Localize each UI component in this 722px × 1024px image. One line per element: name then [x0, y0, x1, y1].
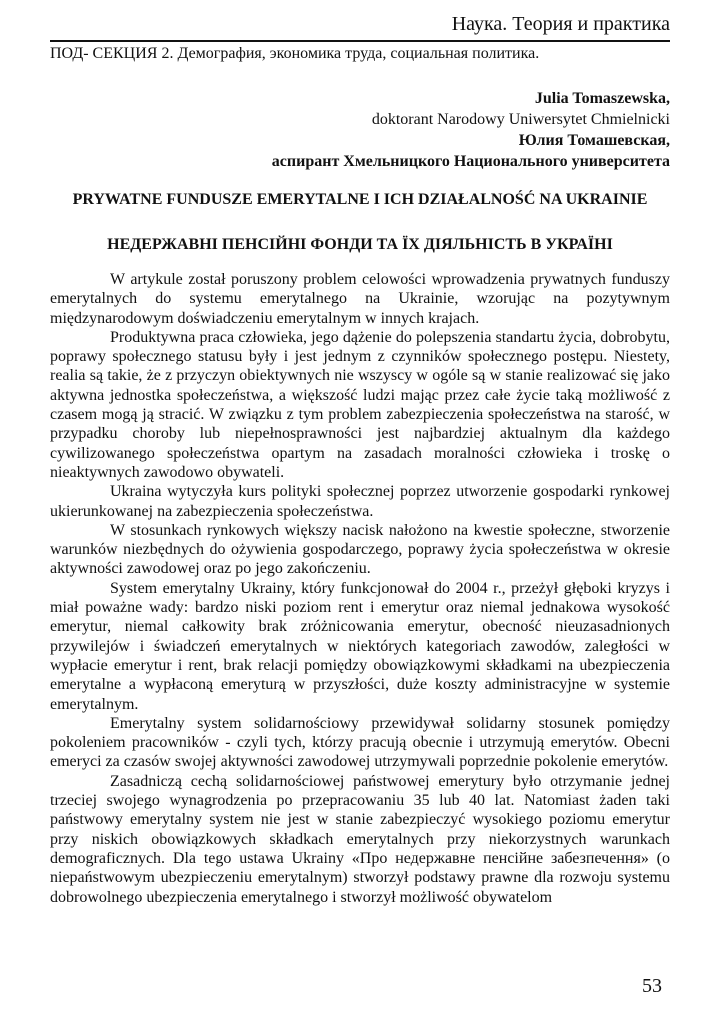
body-paragraph: Zasadniczą cechą solidarnościowej państwowej emerytury było otrzymanie jednej trzeciej swojego wynagrodzenia po przepracowaniu 35 lub 40 lat. Natomiast żaden taki państwowy emerytalny system nie jest w stanie zabezpieczyć wysokiego poziomu emerytur przy niskich obowiązkowych składkach emerytalnych przy niekorzystnych warunkach demograficznych. Dla tego ustawa Ukrainy «Про недержавне пенсійне забезпечення» (o niepaństwowym ubezpieczeniu emerytalnym) stworzył podstawy prawne dla rozwoju systemu dobrowolnego ubezpieczenia emerytalnego i stworzył możliwość obywatelom — [50, 772, 670, 906]
body-paragraph: W artykule został poruszony problem celowości wprowadzenia prywatnych funduszy emerytalnych do systemu emerytalnego na Ukrainie, wzorując na pozytywnym międzynarodowym doświadczeniu emerytalnym w innych krajach. — [50, 271, 670, 327]
author-affiliation-polish: doktorant Narodowy Uniwersytet Chmielnicki — [371, 111, 670, 128]
body-paragraph: W stosunkach rynkowych większy nacisk nałożono na kwestie społeczne, stworzenie warunków niezbędnych do ożywienia gospodarczego, poprawy życia społeczeństwa w okresie aktywności zawodowej oraz po jego zakończeniu. — [50, 521, 670, 578]
body-paragraph: System emerytalny Ukrainy, który funkcjonował do 2004 r., przeżył głęboki kryzys i miał poważne wady: bardzo niski poziom rent i emerytur oraz niemal jednakowa wysokość emerytur, niemal całkowity brak zróżnicowania emerytur, obecność nieuzasadnionych przywilejów i świadczeń emerytalnych w niektórych kategoriach zawodów, zaległości w wypłacie emerytur i rent, brak relacji pomiędzy obowiązkowymi składkami na ubezpieczenia emerytalne a wypłaconą emeryturą w przyszłości, duże koszty administracyjne w systemie emerytalnym. — [50, 579, 670, 713]
article-title-polish: PRYWATNE FUNDUSZE EMERYTALNE I ICH DZIAŁALNOŚĆ NA UKRAINIE — [72, 191, 648, 208]
journal-title: Наука. Теория и практика — [451, 13, 670, 35]
body-paragraph: Ukraina wytyczyła kurs polityki społecznej poprzez utworzenie gospodarki rynkowej ukierunkowanej na zabezpieczenia społeczeństwa. — [50, 483, 670, 520]
page-number: 53 — [642, 975, 662, 997]
header-rule — [50, 40, 670, 42]
section-heading: ПОД- СЕКЦИЯ 2. Демография, экономика труда, социальная политика. — [50, 45, 540, 62]
author-name-russian: Юлия Томашевская, — [518, 132, 670, 149]
author-name-polish: Julia Tomaszewska, — [534, 90, 670, 107]
body-paragraph: Produktywna praca człowieka, jego dążenie do polepszenia standartu życia, dobrobytu, poprawy społecznego statusu były i jest jednym z czynników społecznego postępu. Niestety, realia są takie, że z przyczyn obiektywnych nie wszyscy w ogóle są w stanie realizować się jako aktywna jednostka społeczeństwa, a większość ludzi mając przez całe życie taką możliwość z czasem mogą ją stracić. W związku z tym problem zabezpieczenia społeczeństwa na starość, w przypadku choroby lub niepełnosprawności jest najbardziej aktualnym dla każdego cywilizowanego społeczeństwa opartym na zasadach moralności człowieka i troskę o nieaktywnych zawodowo obywateli. — [50, 328, 670, 481]
article-title-ukrainian: НЕДЕРЖАВНІ ПЕНСІЙНІ ФОНДИ ТА ЇХ ДІЯЛЬНІСТЬ В УКРАЇНІ — [107, 236, 613, 253]
article-body — [50, 270, 670, 907]
body-paragraph: Emerytalny system solidarnościowy przewidywał solidarny stosunek pomiędzy pokoleniem pracowników - czyli tych, którzy pracują obecnie i utrzymują emerytów. Obecni emeryci za czasów swojej aktywności zawodowej utrzymywali poprzednie pokolenie emerytów. — [50, 714, 670, 771]
author-affiliation-russian: аспирант Хмельницкого Национального университета — [271, 153, 670, 170]
author-block — [272, 88, 670, 172]
